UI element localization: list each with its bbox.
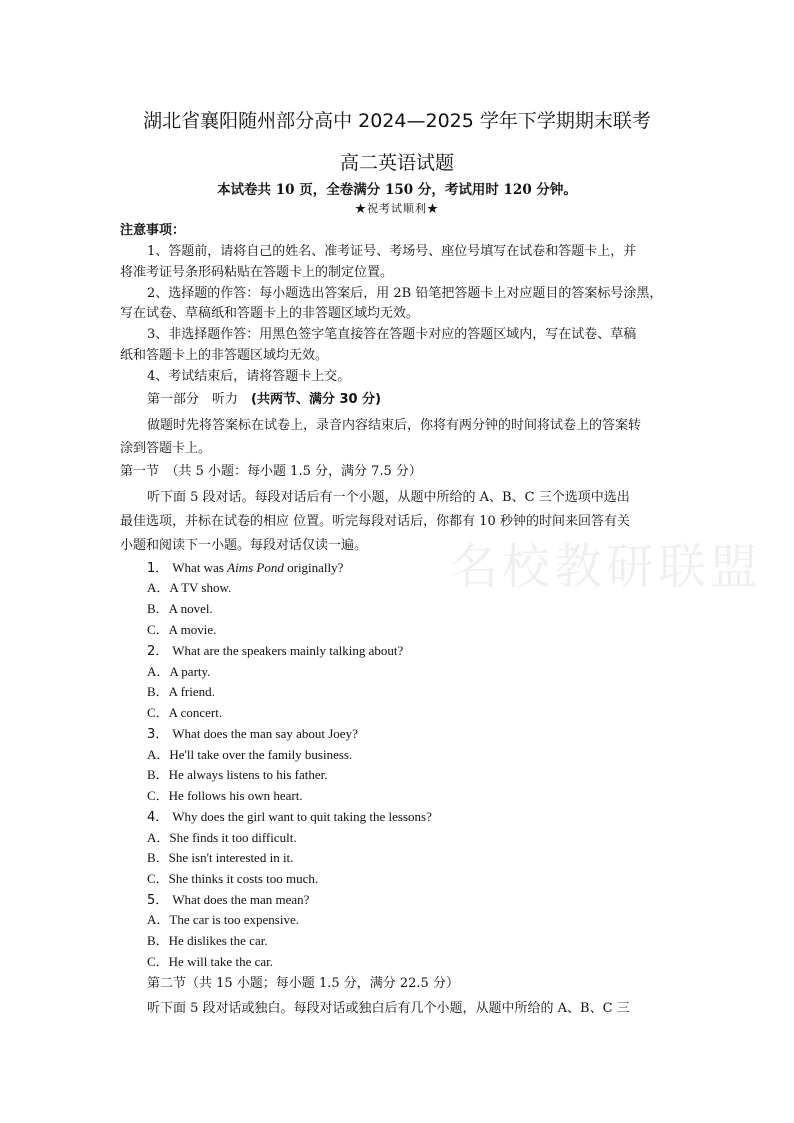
exam-info: 本试卷共 10 页，全卷满分 150 分，考试用时 120 分钟。: [217, 182, 577, 198]
question-text-end: originally?: [283, 560, 344, 575]
question-3-option-b: B．He always listens to his father.: [147, 767, 328, 782]
question-3-option-a: A．He'll take over the family business.: [147, 747, 353, 762]
question-text: What are the speakers mainly talking about?: [172, 643, 404, 658]
question-5-option-b: B．He dislikes the car.: [147, 933, 268, 948]
question-number: 4．: [147, 810, 169, 825]
question-3: [147, 724, 358, 745]
question-number: 2．: [147, 644, 169, 659]
question-text: What does the man say about Joey?: [172, 726, 358, 741]
question-2: [147, 641, 403, 662]
section1-intro-line-2: 最佳选项，并标在试卷的相应 位置。听完每段对话后，你都有 10 秒钟的时间来回答有关: [120, 514, 630, 529]
question-text-emphasis: Aims Pond: [227, 560, 284, 575]
notice-item-3-line-1: 3、非选择题作答：用黑色签字笔直接答在答题卡对应的答题区域内，写在试卷、草稿: [147, 327, 637, 342]
question-2-option-b: B．A friend.: [147, 684, 215, 699]
notice-item-2-line-2: 写在试卷、草稿纸和答题卡上的非答题区域均无效。: [120, 306, 420, 321]
part1-score: (共两节、满分 30 分): [251, 392, 382, 407]
part1-heading: [147, 390, 680, 410]
question-4: [147, 807, 432, 828]
notice-item-1-line-1: 1、答题前，请将自己的姓名、准考证号、考场号、座位号填写在试卷和答题卡上，并: [147, 244, 637, 259]
part1-title: 第一部分 听力: [147, 392, 252, 407]
watermark: 名校教研联盟: [450, 539, 763, 595]
question-1-option-b: B．A novel.: [147, 601, 213, 616]
question-5-option-a: A．The car is too expensive.: [147, 912, 299, 927]
question-5: [147, 890, 309, 911]
section2-title: 第二节（共 15 小题；每小题 1.5 分，满分 22.5 分）: [147, 976, 459, 991]
question-1: [147, 558, 343, 579]
section1-title: 第一节 （共 5 小题：每小题 1.5 分，满分 7.5 分）: [120, 464, 422, 479]
notice-item-1-line-2: 将准考证号条形码粘贴在答题卡上的制定位置。: [120, 265, 394, 280]
exam-wish: ★祝考试顺利★: [355, 202, 439, 215]
question-number: 3．: [147, 727, 169, 742]
section1-intro-line-3: 小题和阅读下一小题。每段对话仅读一遍。: [120, 538, 368, 553]
question-1-option-a: A．A TV show.: [147, 580, 232, 595]
question-text: What was: [172, 560, 228, 575]
exam-title: 湖北省襄阳随州部分高中 2024—2025 学年下学期期末联考: [143, 110, 651, 132]
question-5-option-c: C．He will take the car.: [147, 954, 273, 969]
question-3-option-c: C．He follows his own heart.: [147, 788, 303, 803]
section1-intro-line-1: 听下面 5 段对话。每段对话后有一个小题，从题中所给的 A、B、C 三个选项中选出: [147, 490, 630, 505]
question-text: Why does the girl want to quit taking the lessons?: [172, 809, 432, 824]
question-4-option-c: C．She thinks it costs too much.: [147, 871, 319, 886]
part1-intro-line-1: 做题时先将答案标在试卷上，录音内容结束后，你将有两分钟的时间将试卷上的答案转: [147, 418, 642, 433]
question-text: What does the man mean?: [172, 892, 310, 907]
notice-item-3-line-2: 纸和答题卡上的非答题区域均无效。: [120, 348, 329, 363]
question-4-option-a: A．She finds it too difficult.: [147, 830, 297, 845]
notice-heading: 注意事项：: [120, 223, 186, 238]
question-number: 1．: [147, 561, 169, 576]
question-1-option-c: C．A movie.: [147, 622, 217, 637]
question-number: 5．: [147, 893, 169, 908]
notice-item-2-line-1: 2、选择题的作答：每小题选出答案后，用 2B 铅笔把答题卡上对应题目的答案标号涂黑，: [147, 286, 663, 301]
part1-intro-line-2: 涂到答题卡上。: [120, 441, 212, 456]
notice-item-4: 4、考试结束后，请将答题卡上交。: [147, 369, 351, 384]
question-2-option-c: C．A concert.: [147, 705, 223, 720]
question-2-option-a: A．A party.: [147, 664, 211, 679]
section2-intro-line-1: 听下面 5 段对话或独白。每段对话或独白后有几个小题，从题中所给的 A、B、C 三: [147, 1001, 630, 1016]
exam-subject-title: 高二英语试题: [339, 152, 454, 174]
question-4-option-b: B．She isn't interested in it.: [147, 850, 294, 865]
